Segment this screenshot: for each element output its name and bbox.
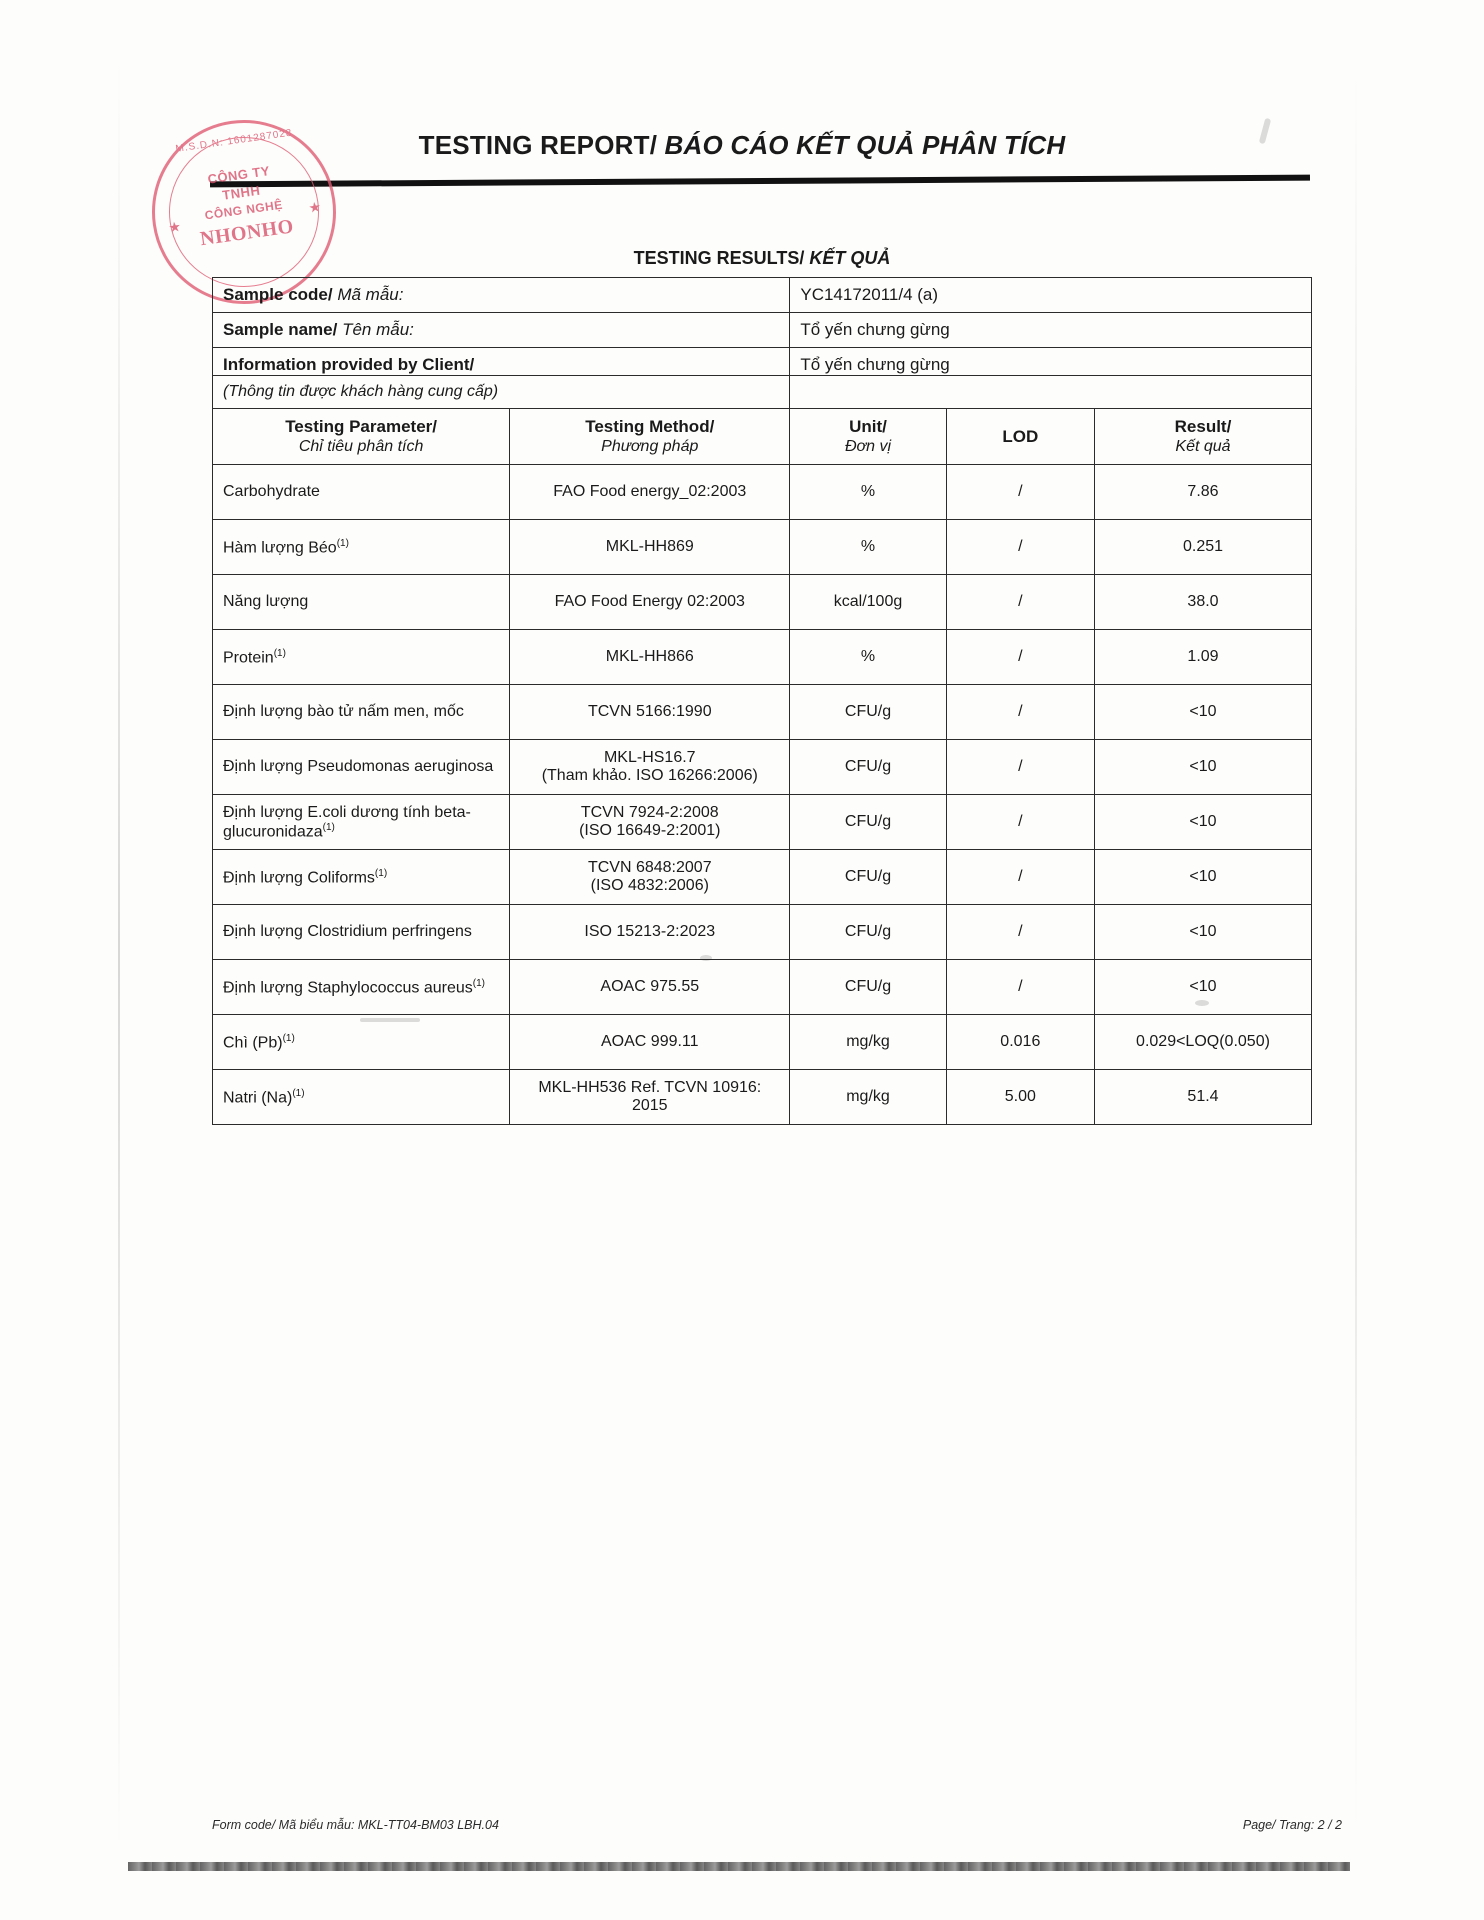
- sample-name-row: [213, 313, 1312, 348]
- header-result-vi: Kết quả: [1175, 438, 1231, 456]
- cell-result: 0.029<LOQ(0.050): [1094, 1015, 1311, 1070]
- cell-unit: CFU/g: [790, 905, 946, 960]
- table-row: [213, 1015, 1312, 1070]
- cell-parameter: Định lượng Clostridium perfringens: [213, 905, 510, 960]
- client-info-row: [213, 348, 1312, 376]
- cell-result: 51.4: [1094, 1070, 1311, 1125]
- stamp-line-2: TNHH: [221, 182, 262, 203]
- parameter-footnote-marker: (1): [472, 977, 486, 989]
- stamp-line-3: CÔNG NGHỆ: [203, 197, 284, 223]
- parameter-footnote-marker: (1): [273, 647, 286, 659]
- cell-unit: %: [790, 520, 946, 575]
- cell-parameter: Natri $(Na)^{(1)}$: [213, 1070, 510, 1125]
- stamp-line-1: CÔNG TY: [206, 163, 271, 187]
- cell-lod: 0.016: [946, 1015, 1094, 1070]
- cell-parameter: Năng lượng: [213, 575, 510, 630]
- cell-result: <10: [1094, 740, 1311, 795]
- parameter-footnote-marker: (1): [282, 1032, 295, 1044]
- cell-method: MKL-HH536 Ref. TCVN 10916: 2015: [510, 1070, 790, 1125]
- stamp-star-right-icon: ★: [307, 198, 323, 216]
- scan-edge-right: [1355, 72, 1357, 1832]
- header-unit-vi: Đơn vị: [844, 438, 892, 456]
- testing-results-table: [212, 242, 1312, 1125]
- cell-parameter: Hàm lượng Béo$^{(1)}$: [213, 520, 510, 575]
- header-result: [1094, 409, 1311, 465]
- table-row: [213, 1070, 1312, 1125]
- cell-result: 0.251: [1094, 520, 1311, 575]
- table-row: [213, 630, 1312, 685]
- cell-lod: /: [946, 960, 1094, 1015]
- scan-edge-left: [118, 60, 120, 1850]
- cell-method: FAO Food energy_02:2003: [510, 465, 790, 520]
- cell-lod: /: [946, 685, 1094, 740]
- cell-parameter: Định lượng Pseudomonas aeruginosa: [213, 740, 510, 795]
- table-row: [213, 905, 1312, 960]
- header-method-vi: Phương pháp: [601, 438, 699, 456]
- table-row: [213, 960, 1312, 1015]
- header-method: [510, 409, 790, 465]
- parameter-footnote-marker: (1): [292, 1087, 305, 1099]
- header-result-en: Result/: [1174, 417, 1232, 436]
- cell-method: AOAC 975.55: [510, 960, 790, 1015]
- sample-code-label: [213, 278, 790, 313]
- cell-lod: /: [946, 465, 1094, 520]
- client-info-label: Information provided by Client/: [213, 348, 790, 376]
- cell-method: TCVN 7924-2:2008 (ISO 16649-2:2001): [510, 795, 790, 850]
- page-title-vi: BÁO CÁO KẾT QUẢ PHÂN TÍCH: [664, 130, 1066, 160]
- results-banner-row: [213, 242, 1312, 278]
- cell-method: MKL-HS16.7 (Tham khảo. ISO 16266:2006): [510, 740, 790, 795]
- scan-bottom-band: [128, 1862, 1350, 1871]
- cell-parameter: Protein$^{(1)}$: [213, 630, 510, 685]
- table-row: [213, 795, 1312, 850]
- parameter-footnote-marker: (1): [322, 821, 335, 833]
- header-lod: [946, 409, 1094, 465]
- table-row: [213, 740, 1312, 795]
- cell-lod: /: [946, 850, 1094, 905]
- cell-method: MKL-HH869: [510, 520, 790, 575]
- stamp-registration-number: M.S.D.N: 1601287028: [174, 127, 294, 155]
- sample-code-value: YC14172011/4 (a): [790, 278, 1312, 313]
- cell-lod: /: [946, 630, 1094, 685]
- page-title-en: TESTING REPORT/: [418, 130, 665, 160]
- cell-unit: %: [790, 465, 946, 520]
- header-parameter-en: Testing Parameter/: [285, 417, 437, 436]
- header-parameter-vi: Chỉ tiêu phân tích: [298, 438, 424, 456]
- cell-unit: CFU/g: [790, 740, 946, 795]
- table-row: [213, 575, 1312, 630]
- sample-name-label-vi: Tên mẫu:: [342, 320, 414, 339]
- cell-result: <10: [1094, 905, 1311, 960]
- cell-parameter: Chì $(Pb)^{(1)}$: [213, 1015, 510, 1070]
- cell-lod: /: [946, 905, 1094, 960]
- cell-method: AOAC 999.11: [510, 1015, 790, 1070]
- table-row: [213, 520, 1312, 575]
- sample-code-label-en: Sample code/: [223, 285, 338, 304]
- cell-unit: kcal/100g: [790, 575, 946, 630]
- cell-method: MKL-HH866: [510, 630, 790, 685]
- header-unit-en: Unit/: [849, 417, 887, 436]
- cell-parameter: Định lượng Coliforms$^{(1)}$: [213, 850, 510, 905]
- sample-code-row: [213, 278, 1312, 313]
- table-row: [213, 465, 1312, 520]
- footer-form-code: Form code/ Mã biểu mẫu: MKL-TT04-BM03 LBH.04: [212, 1818, 499, 1832]
- parameter-footnote-marker: (1): [336, 537, 349, 549]
- client-info-value: Tổ yến chưng gừng: [790, 348, 1312, 376]
- client-info-subvalue: [790, 376, 1312, 409]
- client-info-sublabel: (Thông tin được khách hàng cung cấp): [213, 376, 790, 409]
- cell-unit: CFU/g: [790, 795, 946, 850]
- table-body: [213, 465, 1312, 1125]
- cell-method: ISO 15213-2:2023: [510, 905, 790, 960]
- title-divider: [210, 175, 1310, 188]
- sample-name-value: Tổ yến chưng gừng: [790, 313, 1312, 348]
- cell-result: <10: [1094, 850, 1311, 905]
- table-row: [213, 685, 1312, 740]
- table-header-row: [213, 409, 1312, 465]
- cell-lod: 5.00: [946, 1070, 1094, 1125]
- cell-parameter: Định lượng E.coli dương tính beta-glucuronidaza$^{(1)}$: [213, 795, 510, 850]
- header-unit: [790, 409, 946, 465]
- cell-lod: /: [946, 575, 1094, 630]
- cell-parameter: Định lượng bào tử nấm men, mốc: [213, 685, 510, 740]
- cell-result: 38.0: [1094, 575, 1311, 630]
- table-row: [213, 850, 1312, 905]
- sample-name-label: [213, 313, 790, 348]
- results-banner-vi: KẾT QUẢ: [809, 248, 891, 268]
- cell-lod: /: [946, 740, 1094, 795]
- page-footer: [212, 1818, 1342, 1832]
- cell-parameter: Carbohydrate: [213, 465, 510, 520]
- cell-result: <10: [1094, 685, 1311, 740]
- header-parameter: [213, 409, 510, 465]
- cell-unit: CFU/g: [790, 960, 946, 1015]
- sample-code-label-vi: Mã mẫu:: [337, 285, 404, 304]
- stamp-star-left-icon: ★: [167, 217, 182, 236]
- cell-unit: mg/kg: [790, 1070, 946, 1125]
- cell-lod: /: [946, 520, 1094, 575]
- cell-method: TCVN 6848:2007 (ISO 4832:2006): [510, 850, 790, 905]
- cell-unit: CFU/g: [790, 685, 946, 740]
- parameter-footnote-marker: (1): [374, 867, 388, 879]
- cell-method: FAO Food Energy 02:2003: [510, 575, 790, 630]
- results-banner-cell: [213, 242, 1312, 278]
- cell-unit: mg/kg: [790, 1015, 946, 1070]
- cell-result: <10: [1094, 960, 1311, 1015]
- cell-method: TCVN 5166:1990: [510, 685, 790, 740]
- footer-page-number: Page/ Trang: 2 / 2: [1242, 1818, 1342, 1832]
- cell-parameter: Định lượng Staphylococcus aureus$^{(1)}$: [213, 960, 510, 1015]
- sample-name-label-en: Sample name/: [223, 320, 343, 339]
- cell-result: 7.86: [1094, 465, 1311, 520]
- cell-result: <10: [1094, 795, 1311, 850]
- cell-lod: /: [946, 795, 1094, 850]
- results-banner-en: TESTING RESULTS/: [633, 248, 810, 268]
- header-method-en: Testing Method/: [585, 417, 715, 436]
- client-info-subrow: [213, 376, 1312, 409]
- cell-unit: %: [790, 630, 946, 685]
- cell-unit: CFU/g: [790, 850, 946, 905]
- header-lod-en: LOD: [1002, 427, 1039, 446]
- cell-result: 1.09: [1094, 630, 1311, 685]
- stamp-company-name: NHONHO: [198, 215, 296, 251]
